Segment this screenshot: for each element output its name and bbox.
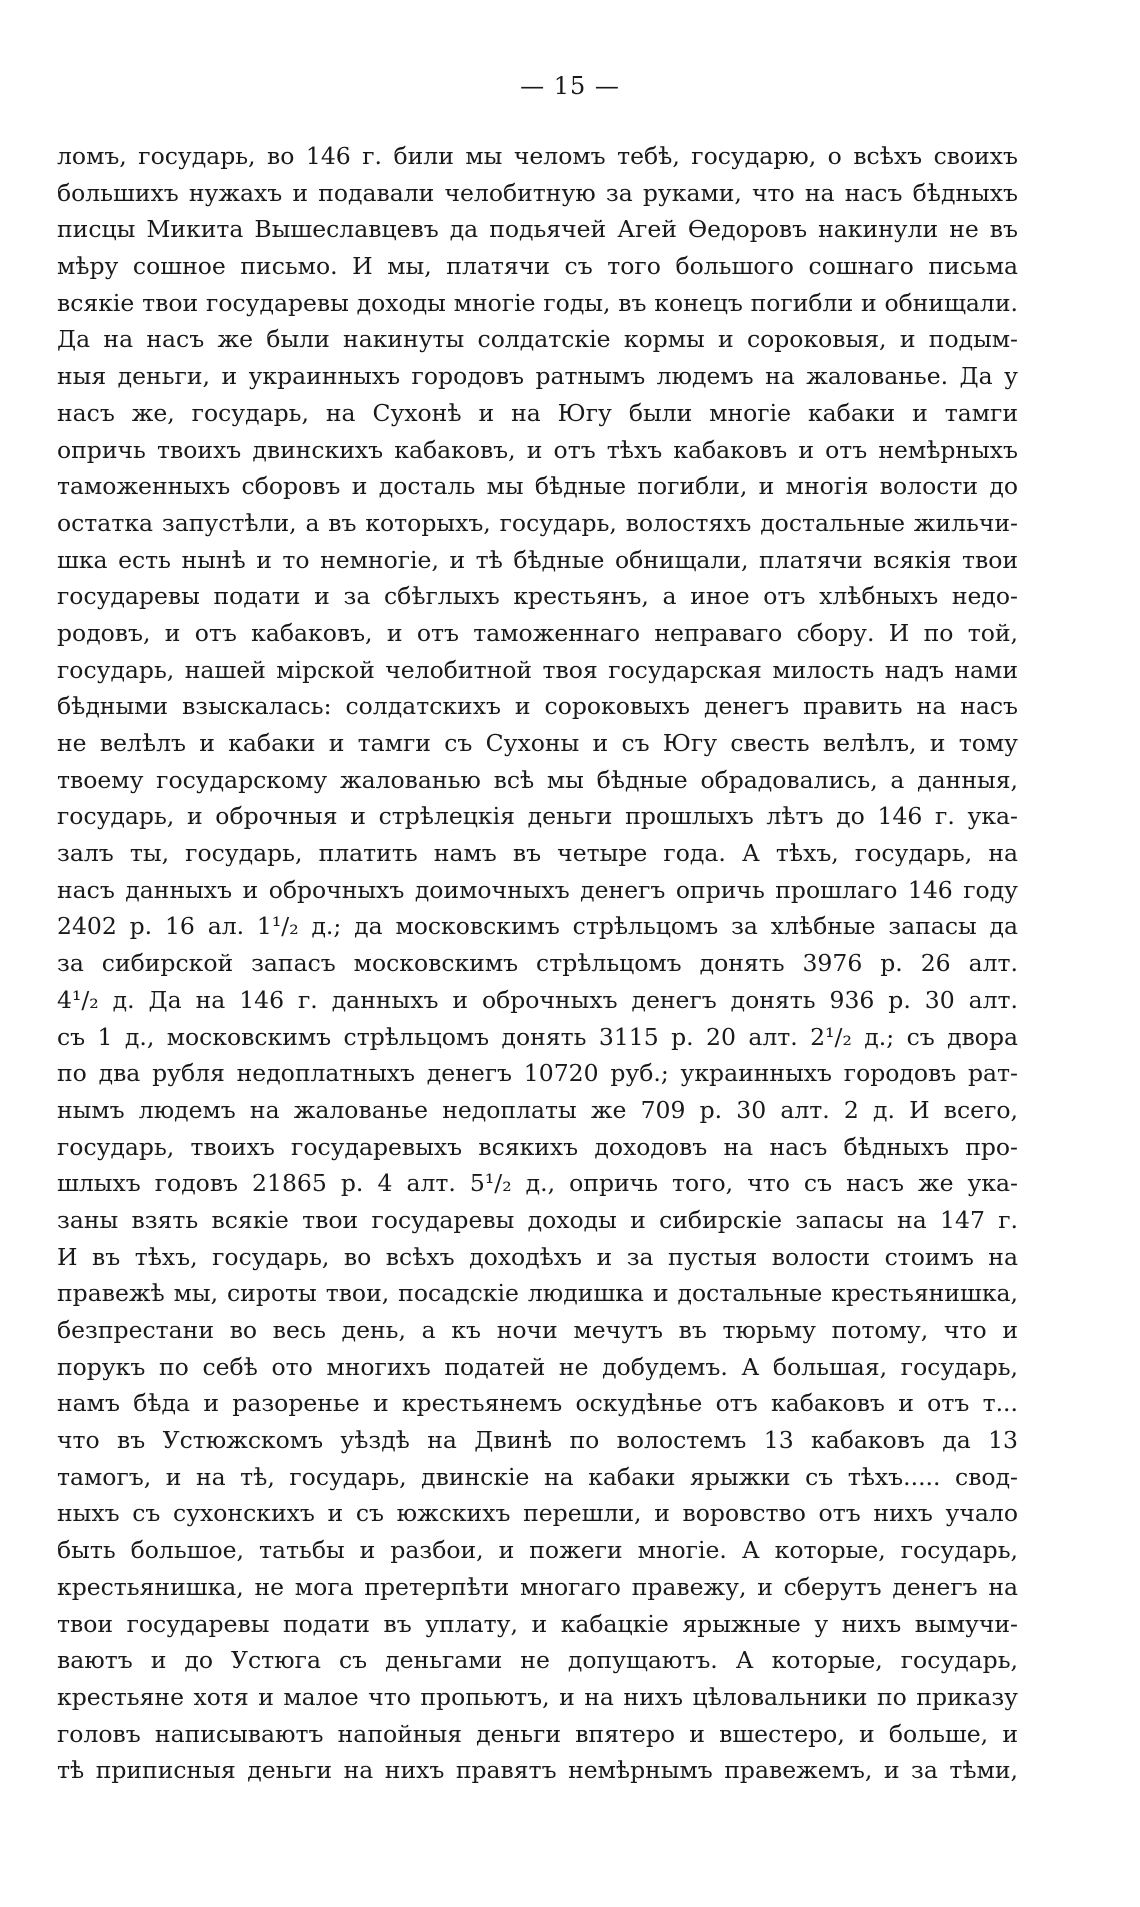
text-line: родовъ, и отъ кабаковъ, и отъ таможеннаго неправаго сбору. И по той, bbox=[57, 618, 1018, 647]
text-line: крестьянишка, не мога претерпѣти многаго правежу, и сберутъ денегъ на bbox=[57, 1572, 1018, 1601]
text-line: ныхъ съ сухонскихъ и съ южскихъ перешли, и воровство отъ нихъ учало bbox=[57, 1499, 1018, 1528]
text-line: шка есть нынѣ и то немногіе, и тѣ бѣдные обнищали, платячи всякія твои bbox=[57, 545, 1018, 574]
text-line: остатка запустѣли, а въ которыхъ, государь, волостяхъ достальные жильчи- bbox=[57, 508, 1018, 537]
text-line: залъ ты, государь, платить намъ въ четыре года. А тѣхъ, государь, на bbox=[57, 839, 1018, 868]
text-line: всякіе твои государевы доходы многіе годы, въ конецъ погибли и обнищали. bbox=[57, 288, 1018, 317]
text-line: порукъ по себѣ ото многихъ податей не добудемъ. А большая, государь, bbox=[57, 1352, 1018, 1381]
text-line: съ 1 д., московскимъ стрѣльцомъ донять 3115 р. 20 алт. 2¹/₂ д.; съ двора bbox=[57, 1022, 1018, 1051]
text-line: безпрестани во весь день, а къ ночи мечутъ въ тюрьму потому, что и bbox=[57, 1316, 1018, 1344]
text-line: быть большое, татьбы и разбои, и пожеги многіе. А которые, государь, bbox=[57, 1536, 1018, 1565]
text-line: государевы подати и за сбѣглыхъ крестьянъ, а иное отъ хлѣбныхъ недо- bbox=[57, 582, 1018, 611]
text-line: намъ бѣда и разоренье и крестьянемъ оскудѣнье отъ кабаковъ и отъ т... bbox=[57, 1389, 1018, 1418]
text-line: за сибирской запасъ московскимъ стрѣльцомъ донять 3976 р. 26 алт. bbox=[57, 949, 1018, 978]
text-line: Да на насъ же были накинуты солдатскіе кормы и сороковыя, и подым- bbox=[57, 325, 1018, 354]
text-line: правежѣ мы, сироты твои, посадскіе людишка и достальные крестьянишка, bbox=[57, 1279, 1018, 1308]
text-line: нымъ людемъ на жалованье недоплаты же 709 р. 30 алт. 2 д. И всего, bbox=[57, 1095, 1018, 1124]
text-line: государь, нашей мірской челобитной твоя государская милость надъ нами bbox=[57, 655, 1018, 684]
text-line: государь, и оброчныя и стрѣлецкія деньги прошлыхъ лѣтъ до 146 г. ука- bbox=[57, 802, 1018, 831]
text-line: тѣ приписныя деньги на нихъ правятъ немѣрнымъ правежемъ, и за тѣми, bbox=[57, 1756, 1018, 1785]
text-line: крестьяне хотя и малое что пропьютъ, и на нихъ цѣловальники по приказу bbox=[57, 1682, 1018, 1711]
text-line: что въ Устюжскомъ уѣздѣ на Двинѣ по волостемъ 13 кабаковъ да 13 bbox=[57, 1426, 1018, 1455]
text-line: тамогъ, и на тѣ, государь, двинскіе на кабаки ярыжки съ тѣхъ..... свод- bbox=[57, 1462, 1018, 1491]
body-text bbox=[57, 138, 1018, 1789]
text-line: шлыхъ годовъ 21865 р. 4 алт. 5¹/₂ д., опричь того, что съ насъ же ука- bbox=[57, 1169, 1018, 1198]
text-line: по два рубля недоплатныхъ денегъ 10720 руб.; украинныхъ городовъ рат- bbox=[57, 1059, 1018, 1088]
text-line: ваютъ и до Устюга съ деньгами не допущаютъ. А которые, государь, bbox=[57, 1646, 1018, 1675]
text-line: твоему государскому жалованью всѣ мы бѣдные обрадовались, а данныя, bbox=[57, 765, 1018, 794]
text-line: заны взять всякіе твои государевы доходы и сибирскіе запасы на 147 г. bbox=[57, 1205, 1018, 1234]
text-line: мѣру сошное письмо. И мы, платячи съ того большого сошнаго письма bbox=[57, 252, 1018, 281]
text-line: не велѣлъ и кабаки и тамги съ Сухоны и съ Югу свесть велѣлъ, и тому bbox=[57, 729, 1018, 757]
page-number: — 15 — bbox=[520, 72, 620, 100]
text-line: большихъ нужахъ и подавали челобитную за руками, что на насъ бѣдныхъ bbox=[57, 178, 1018, 207]
text-line: опричь твоихъ двинскихъ кабаковъ, и отъ тѣхъ кабаковъ и отъ немѣрныхъ bbox=[57, 435, 1018, 464]
text-line: насъ же, государь, на Сухонѣ и на Югу были многіе кабаки и тамги bbox=[57, 398, 1018, 427]
text-line: ныя деньги, и украинныхъ городовъ ратнымъ людемъ на жалованье. Да у bbox=[57, 362, 1018, 391]
text-line: бѣдными взыскалась: солдатскихъ и сороковыхъ денегъ править на насъ bbox=[57, 692, 1018, 721]
text-line: писцы Микита Вышеславцевъ да подьячей Агей Ѳедоровъ накинули не въ bbox=[57, 215, 1018, 244]
text-line: твои государевы подати въ уплату, и кабацкіе ярыжные у нихъ вымучи- bbox=[57, 1609, 1018, 1638]
text-line: 4¹/₂ д. Да на 146 г. данныхъ и оброчныхъ денегъ донять 936 р. 30 алт. bbox=[57, 985, 1018, 1014]
text-line: 2402 р. 16 ал. 1¹/₂ д.; да московскимъ стрѣльцомъ за хлѣбные запасы да bbox=[57, 912, 1018, 941]
text-line: насъ данныхъ и оброчныхъ доимочныхъ денегъ опричь прошлаго 146 году bbox=[57, 875, 1018, 904]
text-line: ломъ, государь, во 146 г. били мы челомъ тебѣ, государю, о всѣхъ своихъ bbox=[57, 142, 1018, 170]
text-line: головъ написываютъ напойныя деньги впятеро и вшестеро, и больше, и bbox=[57, 1719, 1018, 1748]
text-line: государь, твоихъ государевыхъ всякихъ доходовъ на насъ бѣдныхъ про- bbox=[57, 1132, 1018, 1161]
text-line: И въ тѣхъ, государь, во всѣхъ доходѣхъ и за пустыя волости стоимъ на bbox=[57, 1242, 1018, 1271]
text-line: таможенныхъ сборовъ и досталь мы бѣдные погибли, и многія волости до bbox=[57, 472, 1018, 501]
